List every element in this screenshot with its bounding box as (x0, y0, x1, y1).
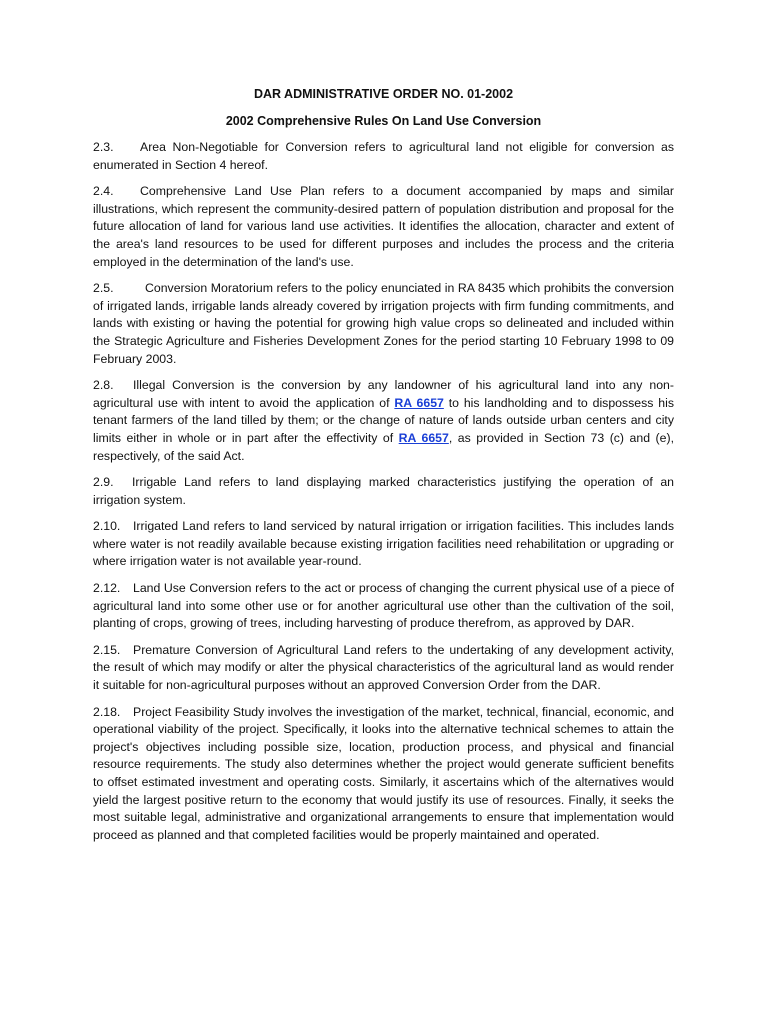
section-text: Irrigated Land refers to land serviced by natural irrigation or irrigation facilities. This includes lands where water is not readily available because existing irrigation facilities need rehabilitation or upgrading or where irrigation water is not available year-round. (93, 519, 674, 569)
section-text: Land Use Conversion refers to the act or process of changing the current physical use of a piece of agricultural land into some other use or for another agricultural use other than the cultivation of the soil, planting of crops, growing of trees, including harvesting of produce therefrom, as approved by DAR. (93, 581, 674, 631)
section-number: 2.9. (93, 475, 114, 490)
document-title: DAR ADMINISTRATIVE ORDER NO. 01-2002 (253, 87, 514, 101)
section-number: 2.18. (93, 704, 121, 719)
section-number: 2.10. (93, 519, 121, 534)
section-2-4 (93, 183, 674, 271)
section-2-12 (93, 580, 674, 633)
ra-6657-link[interactable]: RA 6657 (398, 430, 449, 445)
section-2-15 (93, 642, 674, 695)
section-2-3 (93, 139, 674, 174)
section-2-18 (93, 704, 674, 845)
section-number: 2.4. (93, 184, 114, 199)
section-text: Premature Conversion of Agricultural Land refers to the undertaking of any development activity, the result of which may modify or alter the physical characteristics of the agricultural land as would render it suitable for non-agricultural purposes without an approved Conversion Order from the DAR. (93, 642, 674, 693)
section-text: Illegal Conversion is the conversion by any landowner of his agricultural land into any non-agricultural use with intent to avoid the application of (93, 378, 674, 410)
section-text: to his landholding and to dispossess his tenant farmers of the land tilled by them; or the change of nature of lands outside urban centers and city limits either in whole or in part after the effectivity of (93, 395, 675, 445)
section-number: 2.15. (93, 642, 121, 657)
section-2-10 (93, 518, 674, 571)
section-number: 2.8. (93, 378, 114, 393)
ra-6657-link[interactable]: RA 6657 (394, 395, 444, 410)
section-text: Area Non-Negotiable for Conversion refers to agricultural land not eligible for conversion as enumerated in Section 4 hereof. (93, 140, 674, 172)
section-number: 2.12. (93, 581, 121, 596)
section-text: Irrigable Land refers to land displaying marked characteristics justifying the operation of an irrigation system. (93, 475, 674, 507)
section-number: 2.5. (93, 281, 114, 296)
section-text: Conversion Moratorium refers to the policy enunciated in RA 8435 which prohibits the conversion of irrigated lands, irrigable lands already covered by irrigation projects with firm funding commitments, and lands with existing or having the potential for growing high value crops so delineated and included within the Strategic Agriculture and Fisheries Development Zones for the period starting 10 February 1998 to 09 February 2003. (93, 281, 674, 366)
section-2-8 (93, 377, 674, 465)
section-text: , as provided in Section 73 (c) and (e), respectively, of the said Act. (93, 430, 674, 463)
section-text: Comprehensive Land Use Plan refers to a document accompanied by maps and similar illustrations, which represent the community-desired pattern of population distribution and proposal for the future allocation of land for various land use activities. It identifies the allocation, character and extent of the area's land resources to be used for different purposes and includes the process and the criteria employed in the determination of the land's use. (93, 184, 674, 269)
section-number: 2.3. (93, 140, 114, 154)
section-text: Project Feasibility Study involves the investigation of the market, technical, financial, economic, and operational viability of the project. Specifically, it looks into the alternative technical schemes to attain the project's objectives including possible size, location, production process, and physical and financial resource requirements. The study also determines whether the project would generate sufficient benefits to offset estimated investment and operating costs. Similarly, it ascertains which of the alternatives would yield the largest positive return to the economy that would justify its use of resources. Finally, it seeks the most suitable legal, administrative and organizational arrangements to ensure that implementation would proceed as planned and that completed facilities would be properly maintained and operated. (93, 704, 674, 842)
section-2-9 (93, 474, 674, 509)
document-subtitle: 2002 Comprehensive Rules On Land Use Conversion (225, 114, 542, 128)
section-2-5 (93, 280, 674, 368)
